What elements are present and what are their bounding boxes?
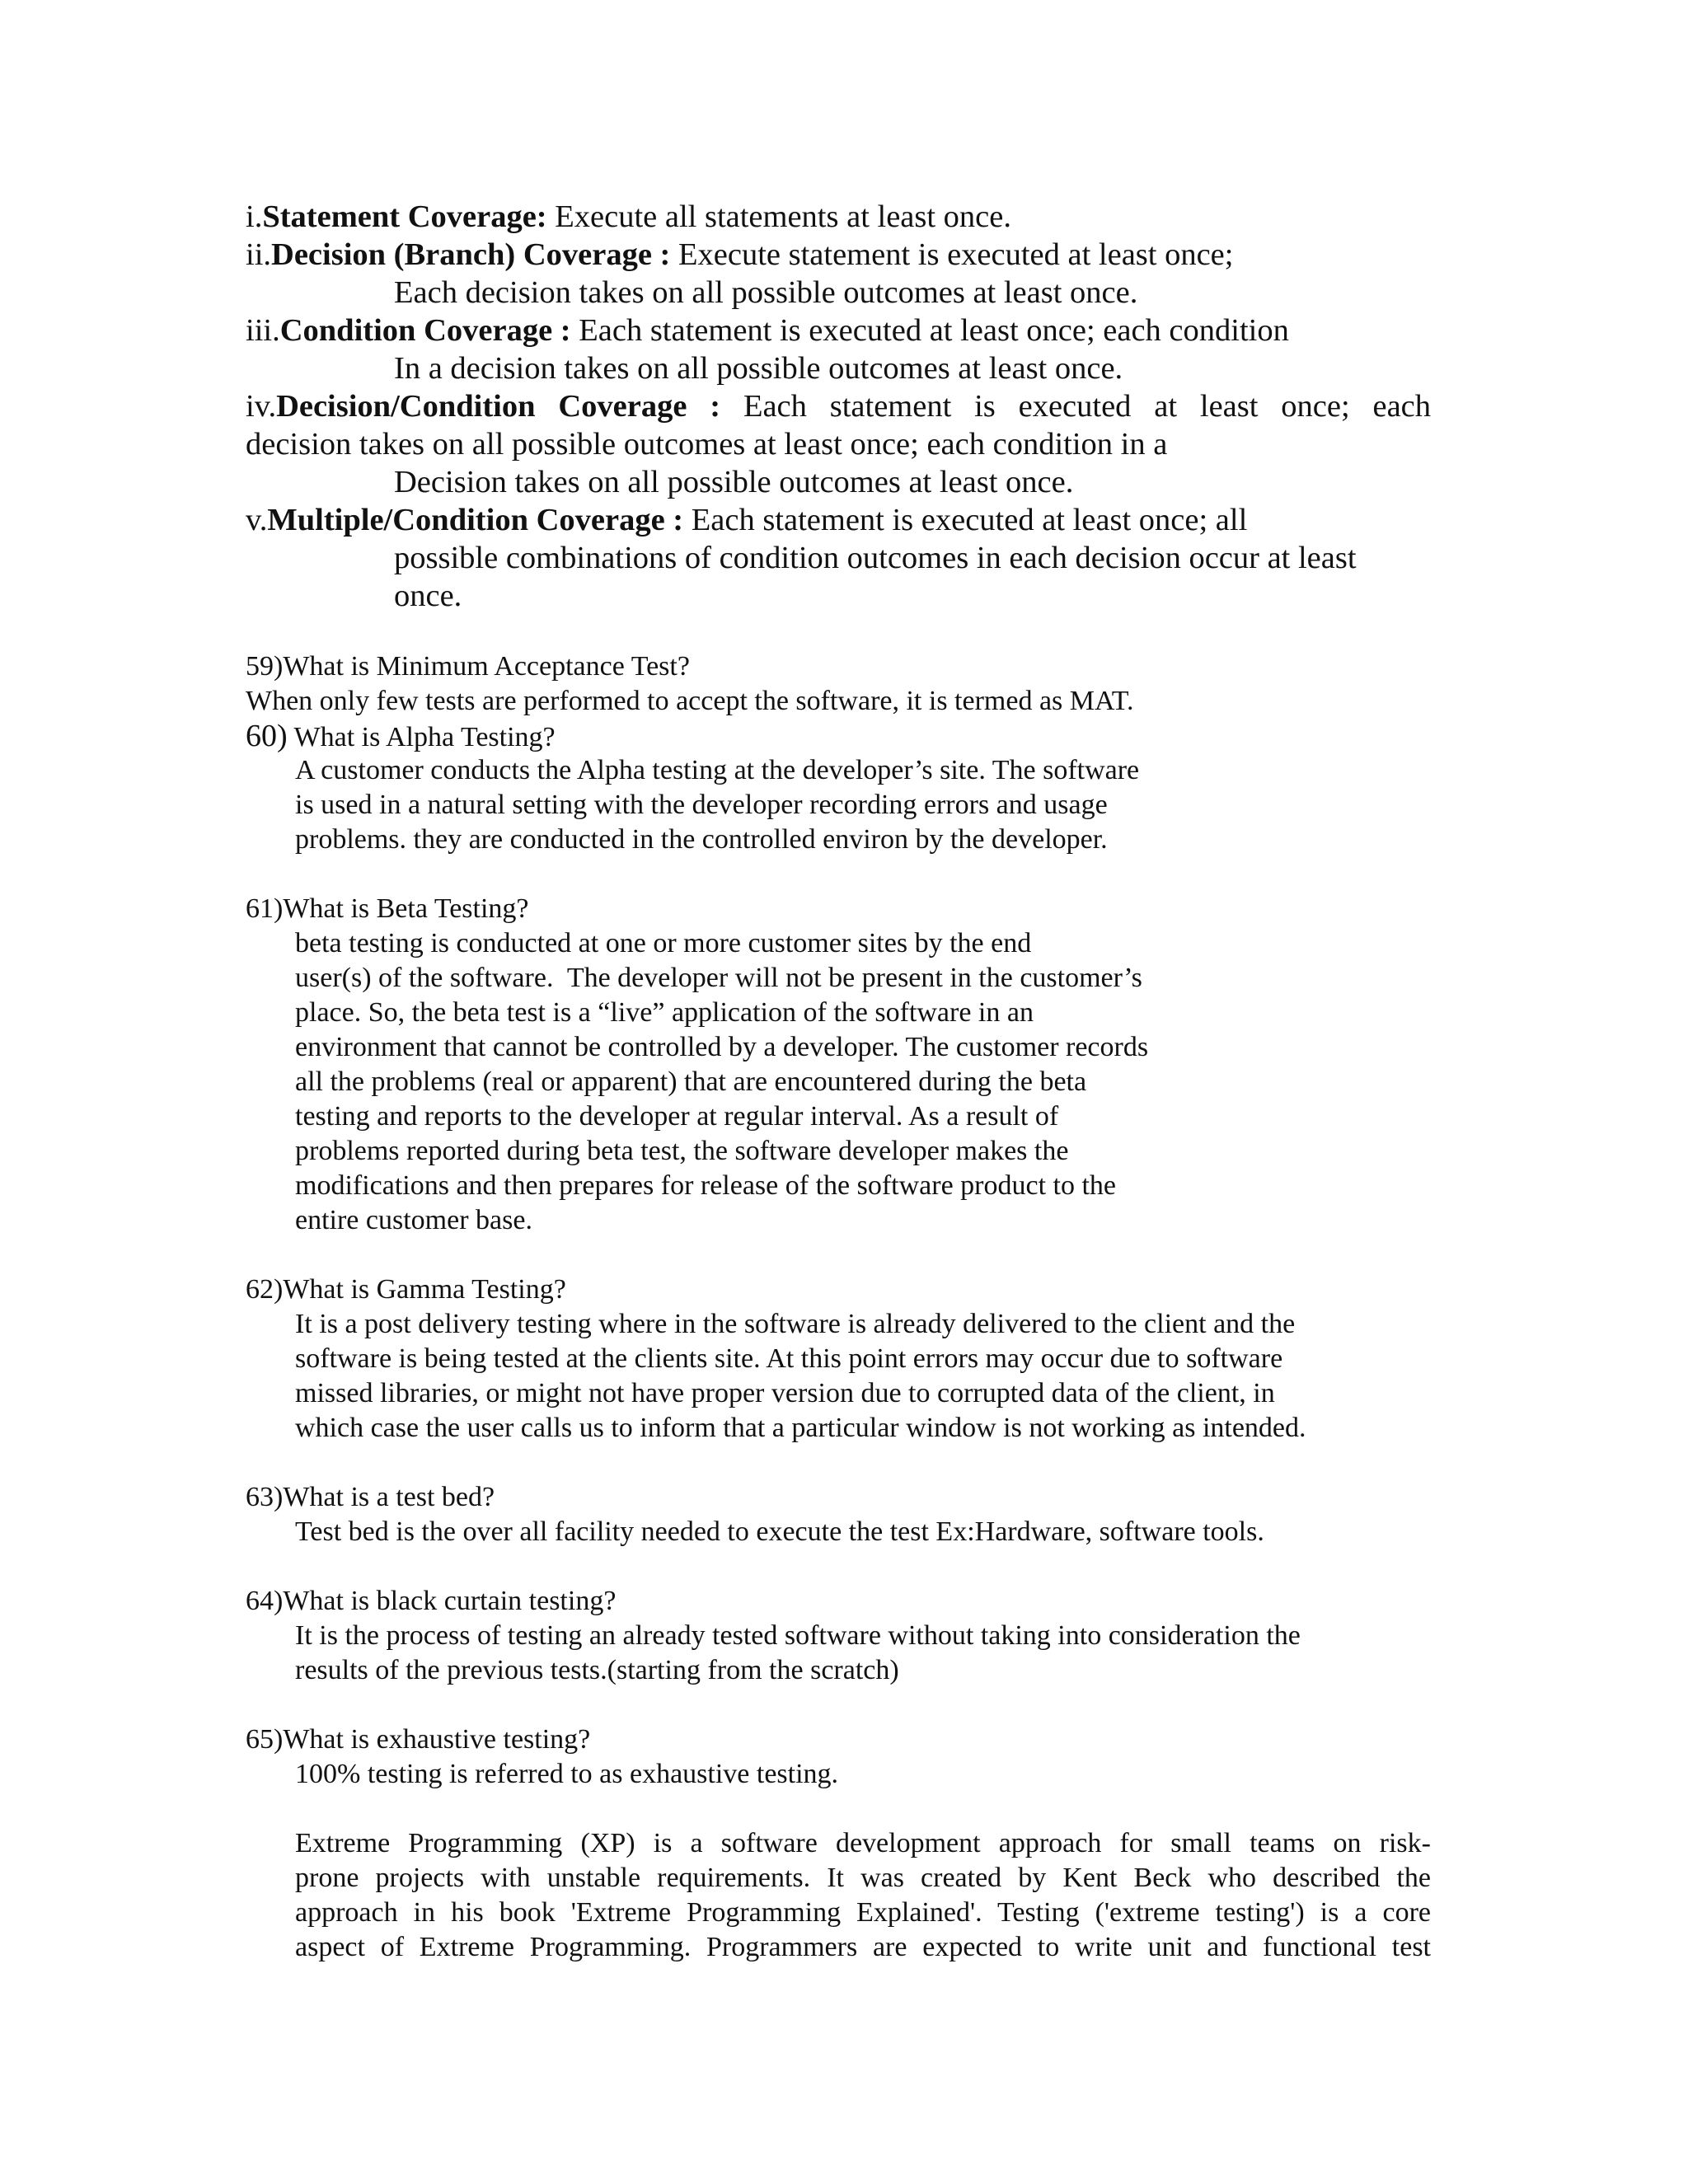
item-term: Condition Coverage : bbox=[279, 313, 571, 348]
question-60 bbox=[246, 719, 556, 755]
answer-61-line: place. So, the beta test is a “live” application of the software in an bbox=[295, 997, 1034, 1028]
answer-61-line: modifications and then prepares for release of the software product to the bbox=[295, 1170, 1117, 1201]
coverage-item-v bbox=[246, 501, 1247, 539]
answer-61-line: all the problems (real or apparent) that are encountered during the beta bbox=[295, 1066, 1087, 1097]
answer-59: When only few tests are performed to accept the software, it is termed as MAT. bbox=[246, 686, 1134, 716]
item-term: Decision/Condition Coverage : bbox=[276, 389, 721, 424]
answer-62-line: missed libraries, or might not have proper version due to corrupted data of the client, in bbox=[295, 1378, 1275, 1408]
answer-61-line: user(s) of the software. The developer will not be present in the customer’s bbox=[295, 963, 1142, 993]
answer-61-line: environment that cannot be controlled by a developer. The customer records bbox=[295, 1032, 1149, 1062]
coverage-item-iii-continuation: In a decision takes on all possible outcomes at least once. bbox=[394, 351, 1123, 386]
coverage-item-i bbox=[246, 198, 1011, 236]
answer-61-line: testing and reports to the developer at regular interval. As a result of bbox=[295, 1101, 1059, 1132]
coverage-item-iv-continuation: Decision takes on all possible outcomes at least once. bbox=[394, 465, 1074, 499]
coverage-item-v-continuation-1: possible combinations of condition outcomes in each decision occur at least bbox=[394, 541, 1357, 575]
answer-63: Test bed is the over all facility needed to execute the test Ex:Hardware, software tools. bbox=[295, 1516, 1264, 1547]
question-59: 59)What is Minimum Acceptance Test? bbox=[246, 651, 690, 682]
question-61: 61)What is Beta Testing? bbox=[246, 893, 529, 924]
answer-64-line: results of the previous tests.(starting from the scratch) bbox=[295, 1655, 899, 1685]
item-term: Statement Coverage: bbox=[262, 199, 547, 234]
item-number: v. bbox=[246, 503, 268, 537]
item-term: Decision (Branch) Coverage : bbox=[271, 237, 671, 272]
item-number: iv. bbox=[246, 389, 277, 424]
answer-61-line: entire customer base. bbox=[295, 1205, 532, 1235]
question-63: 63)What is a test bed? bbox=[246, 1482, 495, 1512]
item-text: Execute statement is executed at least once; bbox=[670, 237, 1234, 272]
answer-60-line: is used in a natural setting with the developer recording errors and usage bbox=[295, 790, 1108, 820]
answer-65: 100% testing is referred to as exhaustive testing. bbox=[295, 1759, 839, 1789]
coverage-item-iv bbox=[246, 387, 1431, 425]
answer-61-line: beta testing is conducted at one or more customer sites by the end bbox=[295, 928, 1032, 958]
question-65: 65)What is exhaustive testing? bbox=[246, 1724, 591, 1755]
question-64: 64)What is black curtain testing? bbox=[246, 1586, 617, 1616]
coverage-item-v-continuation-2: once. bbox=[394, 579, 462, 613]
item-text: Each statement is executed at least once; all bbox=[683, 503, 1248, 537]
question-62: 62)What is Gamma Testing? bbox=[246, 1274, 566, 1305]
xp-paragraph-line: Extreme Programming (XP) is a software development approach for small teams on risk- bbox=[295, 1828, 1431, 1858]
xp-paragraph-line: approach in his book 'Extreme Programming Explained'. Testing ('extreme testing') is a core bbox=[295, 1897, 1431, 1928]
answer-61-line: problems reported during beta test, the software developer makes the bbox=[295, 1136, 1069, 1166]
coverage-item-ii-continuation: Each decision takes on all possible outcomes at least once. bbox=[394, 275, 1138, 310]
xp-paragraph-line: prone projects with unstable requirements. It was created by Kent Beck who described the bbox=[295, 1863, 1431, 1893]
item-text: Execute all statements at least once. bbox=[546, 199, 1011, 234]
item-number: i. bbox=[246, 199, 263, 234]
question-number: 60) bbox=[246, 719, 288, 753]
coverage-item-iii bbox=[246, 312, 1289, 349]
coverage-item-ii bbox=[246, 236, 1233, 274]
answer-60-line: problems. they are conducted in the controlled environ by the developer. bbox=[295, 824, 1108, 855]
answer-62-line: software is being tested at the clients site. At this point errors may occur due to software bbox=[295, 1343, 1283, 1374]
item-number: iii. bbox=[246, 313, 280, 348]
item-term: Multiple/Condition Coverage : bbox=[267, 503, 684, 537]
coverage-item-iv-line2: decision takes on all possible outcomes at least once; each condition in a bbox=[246, 427, 1168, 462]
item-number: ii. bbox=[246, 237, 272, 272]
item-text: Each statement is executed at least once; each bbox=[743, 389, 1431, 424]
answer-62-line: It is a post delivery testing where in the software is already delivered to the client and the bbox=[295, 1309, 1296, 1339]
answer-60-line: A customer conducts the Alpha testing at the developer’s site. The software bbox=[295, 755, 1140, 785]
answer-62-line: which case the user calls us to inform that a particular window is not working as intended. bbox=[295, 1413, 1306, 1443]
question-text: What is Alpha Testing? bbox=[287, 722, 556, 752]
item-text: Each statement is executed at least once; each condition bbox=[570, 313, 1289, 348]
answer-64-line: It is the process of testing an already tested software without taking into consideration the bbox=[295, 1620, 1301, 1651]
xp-paragraph-line: aspect of Extreme Programming. Programmers are expected to write unit and functional test bbox=[295, 1932, 1431, 1962]
